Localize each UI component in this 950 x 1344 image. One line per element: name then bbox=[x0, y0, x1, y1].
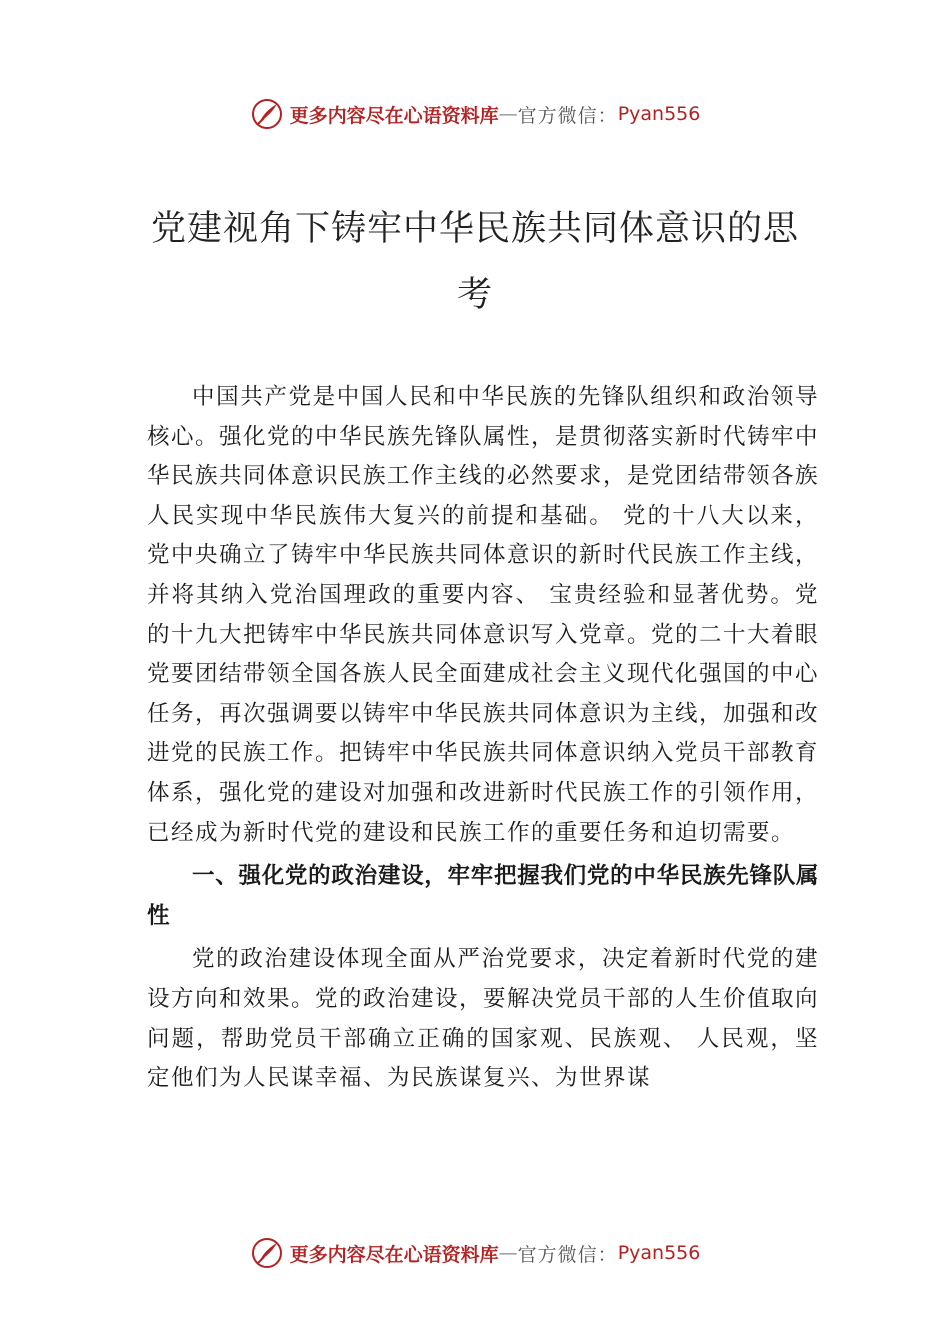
paragraph-intro: 中国共产党是中国人民和中华民族的先锋队组织和政治领导核心。强化党的中华民族先锋队属性，是贯彻落实新时代铸牢中华民族共同体意识民族工作主线的必然要求，是党团结带领各族人民实现中华民族伟大复兴的前提和基础。 党的十八大以来，党中央确立了铸牢中华民族共同体意识的新时代民族工作主线，并将其纳入党治国理政的重要内容、 宝贵经验和显著优势。党的十九大把铸牢中华民族共同体意识写入党章。党的二十大着眼党要团结带领全国各族人民全面建成社会主义现代化强国的中心任务，再次强调要以铸牢中华民族共同体意识为主线，加强和改进党的民族工作。把铸牢中华民族共同体意识纳入党员干部教育体系，强化党的建设对加强和改进新时代民族工作的引领作用，已经成为新时代党的建设和民族工作的重要任务和迫切需要。 bbox=[147, 384, 820, 846]
watermark-wechat-id: Pyan556 bbox=[617, 1242, 701, 1264]
document-title: 党建视角下铸牢中华民族共同体意识的思考 bbox=[150, 209, 799, 315]
paragraph-section-1: 党的政治建设体现全面从严治党要求，决定着新时代党的建设方向和效果。党的政治建设，要解决党员干部的人生价值取向问题，帮助党员干部确立正确的国家观、民族观、 人民观，坚定他们为人民谋幸福、为民族谋复兴、为世界谋 bbox=[147, 946, 820, 1092]
watermark-lead-text: 更多内容尽在心语资料库 bbox=[289, 1243, 499, 1266]
quill-pen-logo-icon bbox=[250, 97, 284, 131]
footer-watermark bbox=[0, 1233, 950, 1273]
watermark-label: 官方微信： bbox=[517, 104, 618, 127]
watermark-wechat-id: Pyan556 bbox=[617, 103, 701, 125]
watermark-dash: — bbox=[498, 1242, 518, 1264]
document-body bbox=[147, 378, 819, 1099]
section-heading-1: 一、强化党的政治建设，牢牢把握我们党的中华民族先锋队属性 bbox=[147, 863, 819, 929]
watermark-lead-text: 更多内容尽在心语资料库 bbox=[289, 104, 499, 127]
quill-pen-logo-icon bbox=[250, 1236, 284, 1270]
watermark-label: 官方微信： bbox=[517, 1243, 618, 1266]
header-watermark bbox=[0, 94, 950, 134]
watermark-dash: — bbox=[498, 103, 518, 125]
